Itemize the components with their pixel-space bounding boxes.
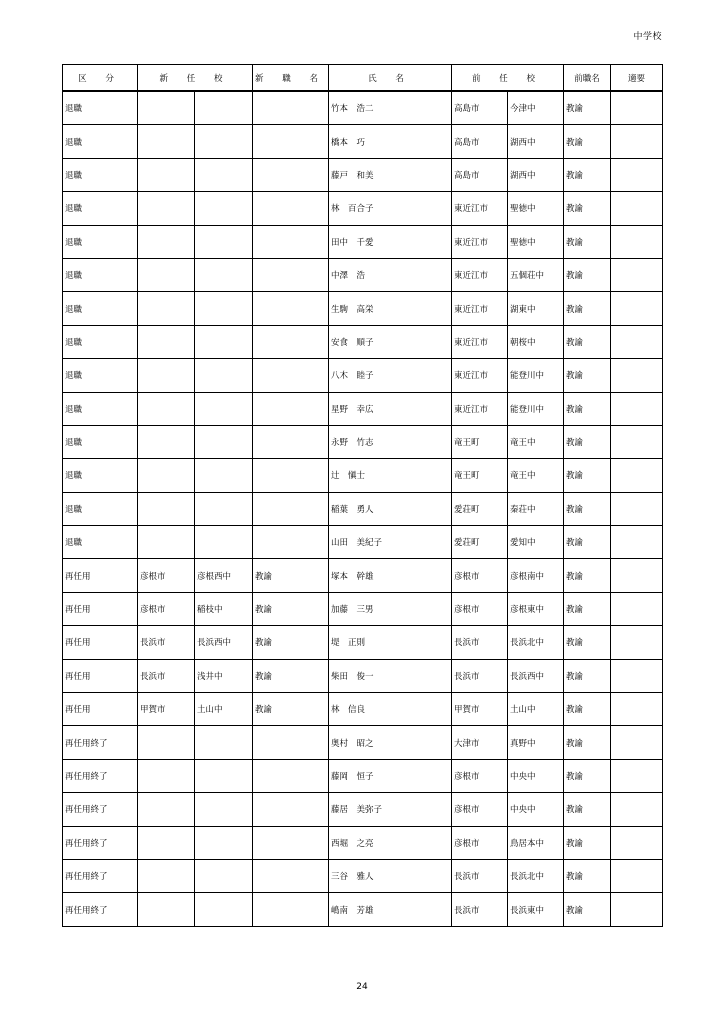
cell-prev-city: 彦根市 [452,559,508,592]
cell-prev-city: 長浜市 [452,859,508,892]
cell-name: 西堀 之亮 [329,826,452,859]
header-remarks: 適要 [611,65,663,92]
cell-remarks [611,859,663,892]
header-prev-school: 前 任 校 [452,65,564,92]
table-row [63,492,663,525]
table-row [63,759,663,792]
cell-category: 退職 [63,91,138,125]
cell-category: 退職 [63,425,138,458]
cell-prev-city: 彦根市 [452,793,508,826]
cell-new-school [195,325,253,358]
cell-prev-school: 土山中 [508,693,564,726]
cell-prev-position: 教諭 [564,392,611,425]
cell-category: 退職 [63,225,138,258]
cell-new-city [138,359,195,392]
table-row [63,626,663,659]
cell-new-city: 彦根市 [138,559,195,592]
cell-category: 退職 [63,258,138,291]
cell-prev-position: 教諭 [564,893,611,926]
cell-remarks [611,793,663,826]
table-row [63,726,663,759]
table-row [63,559,663,592]
cell-name: 奥村 昭之 [329,726,452,759]
cell-name: 藤岡 恒子 [329,759,452,792]
cell-category: 再任用終了 [63,826,138,859]
cell-prev-position: 教諭 [564,325,611,358]
cell-prev-city: 甲賀市 [452,693,508,726]
cell-prev-city: 長浜市 [452,659,508,692]
cell-category: 再任用 [63,659,138,692]
cell-name: 藤戸 和美 [329,158,452,191]
cell-new-position: 教諭 [253,659,329,692]
table-row [63,693,663,726]
cell-new-city [138,826,195,859]
table-row [63,592,663,625]
cell-prev-city: 大津市 [452,726,508,759]
cell-prev-city: 愛荘町 [452,526,508,559]
cell-remarks [611,91,663,125]
cell-remarks [611,526,663,559]
cell-name: 柴田 俊一 [329,659,452,692]
cell-prev-position: 教諭 [564,726,611,759]
cell-new-position [253,726,329,759]
cell-category: 再任用 [63,559,138,592]
cell-new-position [253,192,329,225]
cell-prev-position: 教諭 [564,592,611,625]
cell-new-school [195,392,253,425]
cell-new-position [253,292,329,325]
cell-prev-city: 高島市 [452,91,508,125]
cell-prev-position: 教諭 [564,459,611,492]
table-row [63,526,663,559]
cell-prev-position: 教諭 [564,192,611,225]
cell-prev-school: 今津中 [508,91,564,125]
cell-category: 再任用 [63,592,138,625]
cell-prev-city: 高島市 [452,125,508,158]
cell-new-school [195,826,253,859]
cell-name: 嶋南 芳雄 [329,893,452,926]
cell-category: 再任用 [63,693,138,726]
table-row [63,192,663,225]
cell-category: 退職 [63,192,138,225]
cell-new-position: 教諭 [253,693,329,726]
cell-name: 八木 睦子 [329,359,452,392]
cell-new-city [138,425,195,458]
cell-new-school [195,225,253,258]
cell-category: 退職 [63,325,138,358]
cell-remarks [611,759,663,792]
cell-category: 退職 [63,292,138,325]
cell-new-city [138,526,195,559]
cell-prev-position: 教諭 [564,258,611,291]
cell-prev-position: 教諭 [564,492,611,525]
cell-new-city [138,91,195,125]
cell-new-position [253,158,329,191]
cell-prev-city: 東近江市 [452,392,508,425]
cell-new-position [253,225,329,258]
cell-category: 退職 [63,125,138,158]
cell-prev-city: 竜王町 [452,459,508,492]
cell-new-position [253,91,329,125]
table-row [63,258,663,291]
cell-new-city [138,258,195,291]
cell-new-school [195,91,253,125]
cell-prev-school: 長浜東中 [508,893,564,926]
table-row [63,158,663,191]
cell-remarks [611,225,663,258]
cell-name: 藤居 美弥子 [329,793,452,826]
cell-remarks [611,425,663,458]
cell-new-position [253,826,329,859]
table-body [63,91,663,926]
cell-remarks [611,659,663,692]
cell-prev-school: 長浜西中 [508,659,564,692]
table-row [63,793,663,826]
cell-remarks [611,893,663,926]
cell-name: 加藤 三男 [329,592,452,625]
cell-prev-school: 長浜北中 [508,626,564,659]
cell-prev-school: 愛知中 [508,526,564,559]
cell-new-position [253,425,329,458]
cell-new-school [195,859,253,892]
cell-new-position [253,759,329,792]
cell-remarks [611,693,663,726]
cell-name: 三谷 雅人 [329,859,452,892]
cell-category: 再任用終了 [63,726,138,759]
table-row [63,859,663,892]
cell-new-position: 教諭 [253,559,329,592]
cell-prev-school: 朝桜中 [508,325,564,358]
cell-new-school [195,492,253,525]
cell-prev-school: 聖徳中 [508,192,564,225]
cell-name: 安食 順子 [329,325,452,358]
cell-category: 退職 [63,158,138,191]
cell-new-position [253,258,329,291]
cell-prev-position: 教諭 [564,759,611,792]
cell-name: 林 信良 [329,693,452,726]
cell-prev-position: 教諭 [564,225,611,258]
header-new-school: 新 任 校 [138,65,253,92]
cell-new-school [195,425,253,458]
cell-prev-school: 鳥居本中 [508,826,564,859]
cell-new-city [138,292,195,325]
cell-new-position [253,859,329,892]
cell-name: 林 百合子 [329,192,452,225]
cell-prev-city: 彦根市 [452,759,508,792]
cell-new-school: 土山中 [195,693,253,726]
cell-prev-school: 五個荘中 [508,258,564,291]
cell-prev-school: 湖西中 [508,125,564,158]
cell-new-city [138,125,195,158]
cell-remarks [611,258,663,291]
cell-name: 星野 幸広 [329,392,452,425]
cell-name: 塚本 幹雄 [329,559,452,592]
cell-remarks [611,158,663,191]
cell-prev-school: 中央中 [508,759,564,792]
cell-new-school [195,258,253,291]
cell-prev-school: 湖東中 [508,292,564,325]
cell-prev-city: 東近江市 [452,292,508,325]
cell-prev-school: 竜王中 [508,459,564,492]
cell-new-school: 稲枝中 [195,592,253,625]
table-row [63,292,663,325]
cell-new-position [253,359,329,392]
cell-new-city: 長浜市 [138,659,195,692]
cell-prev-position: 教諭 [564,91,611,125]
cell-category: 退職 [63,459,138,492]
cell-name: 田中 千愛 [329,225,452,258]
table-row [63,893,663,926]
cell-new-city [138,225,195,258]
cell-prev-position: 教諭 [564,526,611,559]
cell-new-city [138,859,195,892]
cell-prev-school: 秦荘中 [508,492,564,525]
cell-new-school [195,893,253,926]
cell-new-school [195,359,253,392]
cell-new-school [195,158,253,191]
cell-prev-position: 教諭 [564,793,611,826]
cell-remarks [611,459,663,492]
cell-new-school [195,192,253,225]
cell-prev-city: 長浜市 [452,893,508,926]
cell-new-position [253,893,329,926]
cell-new-school [195,292,253,325]
cell-category: 退職 [63,392,138,425]
cell-category: 再任用終了 [63,759,138,792]
cell-prev-city: 竜王町 [452,425,508,458]
cell-new-city [138,158,195,191]
cell-remarks [611,592,663,625]
cell-remarks [611,192,663,225]
cell-new-position [253,526,329,559]
cell-prev-position: 教諭 [564,292,611,325]
cell-prev-city: 彦根市 [452,592,508,625]
cell-new-school: 浅井中 [195,659,253,692]
header-category: 区 分 [63,65,138,92]
cell-category: 再任用終了 [63,859,138,892]
cell-new-position: 教諭 [253,592,329,625]
cell-new-city [138,893,195,926]
cell-new-position [253,392,329,425]
cell-new-school: 長浜西中 [195,626,253,659]
cell-remarks [611,626,663,659]
cell-remarks [611,826,663,859]
cell-new-city [138,793,195,826]
cell-remarks [611,392,663,425]
cell-category: 再任用 [63,626,138,659]
cell-prev-city: 長浜市 [452,626,508,659]
cell-name: 中澤 浩 [329,258,452,291]
cell-new-city: 長浜市 [138,626,195,659]
cell-new-school [195,793,253,826]
cell-new-school [195,125,253,158]
cell-remarks [611,359,663,392]
cell-prev-school: 彦根南中 [508,559,564,592]
cell-new-city [138,759,195,792]
cell-prev-school: 湖西中 [508,158,564,191]
cell-prev-school: 真野中 [508,726,564,759]
cell-remarks [611,726,663,759]
table-row [63,826,663,859]
cell-prev-position: 教諭 [564,693,611,726]
cell-prev-position: 教諭 [564,626,611,659]
cell-prev-school: 中央中 [508,793,564,826]
cell-new-school: 彦根西中 [195,559,253,592]
cell-prev-position: 教諭 [564,859,611,892]
cell-prev-city: 彦根市 [452,826,508,859]
table-header [63,65,663,92]
cell-name: 竹本 浩二 [329,91,452,125]
table-row [63,425,663,458]
cell-name: 堤 正則 [329,626,452,659]
cell-prev-school: 能登川中 [508,392,564,425]
cell-new-city [138,726,195,759]
cell-new-position [253,125,329,158]
cell-new-position [253,459,329,492]
cell-prev-school: 彦根東中 [508,592,564,625]
cell-prev-position: 教諭 [564,425,611,458]
cell-new-school [195,759,253,792]
header-prev-position: 前職名 [564,65,611,92]
cell-new-position [253,793,329,826]
table-row [63,91,663,125]
cell-new-school [195,726,253,759]
cell-remarks [611,292,663,325]
cell-prev-position: 教諭 [564,826,611,859]
cell-prev-city: 東近江市 [452,359,508,392]
table-row [63,325,663,358]
cell-new-city [138,192,195,225]
cell-category: 再任用終了 [63,893,138,926]
cell-category: 再任用終了 [63,793,138,826]
cell-name: 山田 美紀子 [329,526,452,559]
page-number: 24 [356,982,368,992]
cell-new-city [138,459,195,492]
cell-prev-city: 高島市 [452,158,508,191]
cell-prev-position: 教諭 [564,125,611,158]
cell-prev-city: 東近江市 [452,225,508,258]
cell-new-city: 彦根市 [138,592,195,625]
cell-new-city [138,325,195,358]
cell-new-city: 甲賀市 [138,693,195,726]
cell-new-school [195,526,253,559]
cell-remarks [611,492,663,525]
table-row [63,359,663,392]
table-row [63,125,663,158]
cell-prev-school: 長浜北中 [508,859,564,892]
cell-new-position: 教諭 [253,626,329,659]
cell-prev-city: 東近江市 [452,258,508,291]
table-row [63,459,663,492]
cell-new-city [138,492,195,525]
table-row [63,225,663,258]
cell-category: 退職 [63,526,138,559]
cell-name: 橋本 巧 [329,125,452,158]
cell-name: 辻 愼士 [329,459,452,492]
table-row [63,659,663,692]
personnel-table [62,64,663,927]
cell-prev-position: 教諭 [564,659,611,692]
cell-remarks [611,559,663,592]
cell-category: 退職 [63,492,138,525]
cell-prev-position: 教諭 [564,158,611,191]
cell-prev-school: 聖徳中 [508,225,564,258]
cell-prev-city: 東近江市 [452,192,508,225]
cell-prev-city: 愛荘町 [452,492,508,525]
cell-prev-position: 教諭 [564,359,611,392]
cell-category: 退職 [63,359,138,392]
cell-prev-position: 教諭 [564,559,611,592]
school-level-label: 中学校 [633,32,662,42]
table-row [63,392,663,425]
cell-new-position [253,325,329,358]
cell-new-city [138,392,195,425]
cell-name: 生駒 高栄 [329,292,452,325]
cell-new-position [253,492,329,525]
header-name: 氏 名 [329,65,452,92]
cell-name: 稲葉 勇人 [329,492,452,525]
cell-prev-city: 東近江市 [452,325,508,358]
header-new-position: 新 職 名 [253,65,329,92]
cell-remarks [611,325,663,358]
cell-remarks [611,125,663,158]
cell-prev-school: 竜王中 [508,425,564,458]
cell-new-school [195,459,253,492]
cell-prev-school: 能登川中 [508,359,564,392]
cell-name: 永野 竹志 [329,425,452,458]
